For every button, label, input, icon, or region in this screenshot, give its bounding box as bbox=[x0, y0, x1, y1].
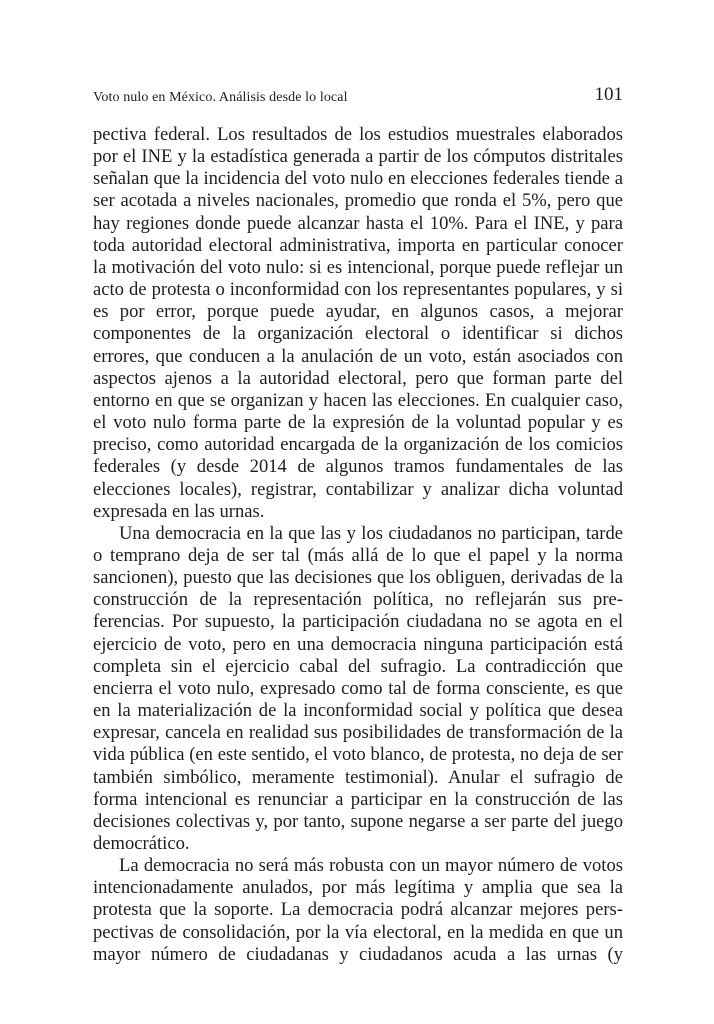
body-text bbox=[93, 124, 623, 966]
page-number: 101 bbox=[594, 84, 623, 105]
paragraph-1: pectiva federal. Los resultados de los estudios muestrales elaborados por el INE y la estadística generada a partir de los cómputos distritales señalan que la incidencia del voto nulo en elecciones federales tiende a ser acotada a niveles nacionales, promedio que ronda el 5%, pero que hay regiones donde puede alcanzar hasta el 10%. Para el INE, y para toda autoridad electoral administrativa, importa en particular conocer la motivación del voto nulo: si es intencional, porque puede reflejar un acto de protesta o inconformidad con los representantes populares, y si es por error, porque puede ayudar, en algunos casos, a mejorar componentes de la organización electoral o identificar si dichos errores, que conducen a la anulación de un voto, están asociados con aspectos ajenos a la autoridad electoral, pero que forman parte del entorno en que se organizan y hacen las elecciones. En cualquier caso, el voto nulo forma parte de la expresión de la voluntad popular y es preciso, como autoridad encargada de la organización de los comicios federales (y desde 2014 de algunos tramos fundamentales de las elecciones locales), registrar, contabilizar y analizar dicha voluntad expresada en las urnas. bbox=[93, 124, 623, 522]
paragraph-3: La democracia no será más robusta con un mayor número de votos intencionadamente anulados, por más legítima y amplia que sea la protesta que la soporte. La democracia podrá alcanzar mejores perspectivas de consolidación, por la vía electoral, en la medida en que un mayor número de ciudadanas y ciudadanos acuda a las urnas (y bbox=[93, 855, 623, 965]
running-head bbox=[93, 84, 623, 108]
running-title: Voto nulo en México. Análisis desde lo local bbox=[93, 90, 348, 105]
paragraph-2: Una democracia en la que las y los ciudadanos no participan, tarde o temprano deja de ser tal (más allá de lo que el papel y la norma sancionen), puesto que las decisiones que los obliguen, derivadas de la construcción de la representación política, no reflejarán sus preferencias. Por supuesto, la participación ciudadana no se agota en el ejercicio de voto, pero en una democracia ninguna participación está completa sin el ejercicio cabal del sufragio. La contradicción que encierra el voto nulo, expresado como tal de forma consciente, es que en la materialización de la inconformidad social y política que desea expresar, cancela en realidad sus posibilidades de transformación de la vida pública (en este sentido, el voto blanco, de protesta, no deja de ser también simbólico, meramente testimonial). Anular el sufragio de forma intencional es renunciar a participar en la construcción de las decisiones colectivas y, por tanto, supone negarse a ser parte del juego democrático. bbox=[93, 522, 623, 854]
